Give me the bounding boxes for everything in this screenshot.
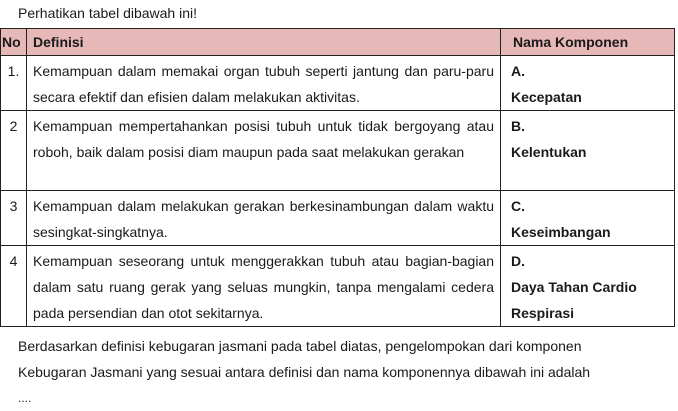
row-component bbox=[501, 111, 675, 191]
row-component bbox=[501, 191, 675, 246]
question-line-2: Kebugaran Jasmani yang sesuai antara definisi dan nama komponennya dibawah ini adalah bbox=[18, 364, 591, 380]
question-ellipsis: .... bbox=[18, 391, 32, 405]
row-number: 1. bbox=[1, 56, 27, 111]
option-letter: B. bbox=[511, 118, 525, 134]
row-component bbox=[501, 246, 675, 327]
table-row bbox=[1, 191, 675, 246]
option-letter: A. bbox=[511, 63, 525, 79]
table-row bbox=[1, 56, 675, 111]
row-definition: Kemampuan dalam memakai organ tubuh seperti jantung dan paru-paru secara efektif dan efisien dalam melakukan aktivitas. bbox=[27, 56, 501, 111]
option-letter: D. bbox=[511, 253, 525, 269]
definition-table bbox=[0, 28, 675, 327]
option-name: Kecepatan bbox=[511, 89, 582, 105]
header-nama-komponen: Nama Komponen bbox=[501, 29, 675, 56]
row-component bbox=[501, 56, 675, 111]
row-definition: Kemampuan dalam melakukan gerakan berkesinambungan dalam waktu sesingkat-singkatnya. bbox=[27, 191, 501, 246]
option-name: Daya Tahan Cardio Respirasi bbox=[511, 279, 637, 321]
option-name: Kelentukan bbox=[511, 144, 587, 160]
row-definition: Kemampuan seseorang untuk menggerakkan tubuh atau bagian-bagian dalam satu ruang gerak yang seluas mungkin, tanpa mengalami cedera pada persendian dan otot sekitarnya. bbox=[27, 246, 501, 327]
question-line-1: Berdasarkan definisi kebugaran jasmani pada tabel diatas, pengelompokan dari komponen bbox=[18, 338, 582, 354]
table-row bbox=[1, 246, 675, 327]
header-definisi: Definisi bbox=[27, 29, 501, 56]
row-number: 4 bbox=[1, 246, 27, 327]
option-name: Keseimbangan bbox=[511, 224, 611, 240]
row-definition: Kemampuan mempertahankan posisi tubuh untuk tidak bergoyang atau roboh, baik dalam posisi diam maupun pada saat melakukan gerakan bbox=[27, 111, 501, 191]
question-text bbox=[18, 333, 590, 411]
row-number: 3 bbox=[1, 191, 27, 246]
table-header-row bbox=[1, 29, 675, 56]
intro-text: Perhatikan tabel dibawah ini! bbox=[18, 5, 198, 21]
table-row bbox=[1, 111, 675, 191]
row-number: 2 bbox=[1, 111, 27, 191]
option-letter: C. bbox=[511, 198, 525, 214]
header-no: No bbox=[1, 29, 27, 56]
